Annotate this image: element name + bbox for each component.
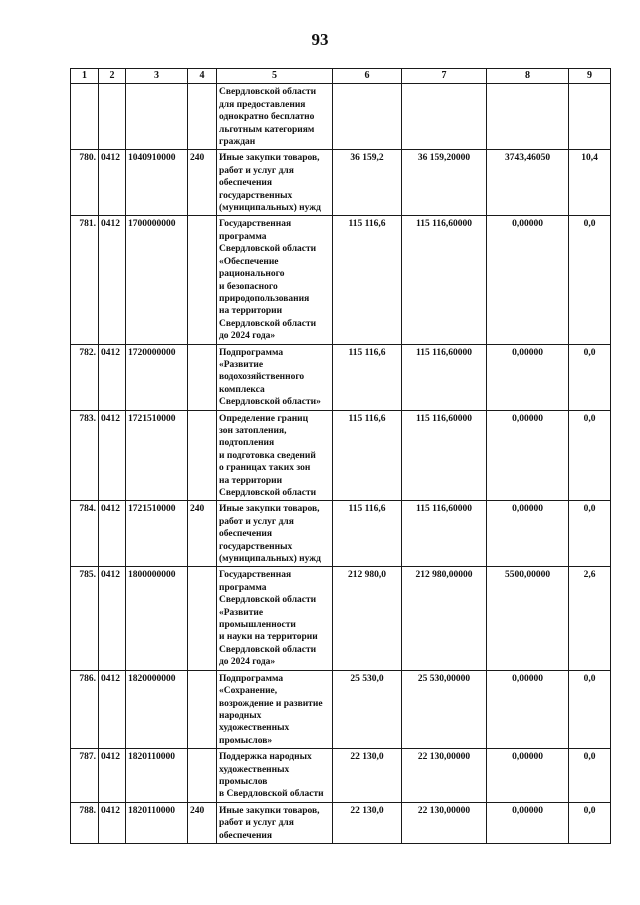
percent-value: 2,6 xyxy=(569,567,611,670)
planned-amount: 0,00000 xyxy=(487,410,569,501)
executed-amount xyxy=(402,84,487,150)
target-article-code: 1040910000 xyxy=(126,150,188,216)
expense-type-code xyxy=(188,84,217,150)
table-row xyxy=(71,410,611,501)
column-header-1: 1 xyxy=(71,69,99,84)
planned-amount: 0,00000 xyxy=(487,749,569,803)
executed-amount: 25 530,00000 xyxy=(402,670,487,748)
executed-amount: 22 130,00000 xyxy=(402,749,487,803)
planned-amount: 0,00000 xyxy=(487,670,569,748)
row-number: 782. xyxy=(71,344,99,410)
target-article-code: 1721510000 xyxy=(126,410,188,501)
target-article-code: 1800000000 xyxy=(126,567,188,670)
approved-amount: 115 116,6 xyxy=(333,501,402,567)
expense-type-code xyxy=(188,670,217,748)
table-row xyxy=(71,749,611,803)
section-code: 0412 xyxy=(99,410,126,501)
target-article-code: 1820110000 xyxy=(126,802,188,843)
table-body xyxy=(71,84,611,844)
target-article-code: 1721510000 xyxy=(126,501,188,567)
item-name: Государственная программа Свердловской области «Развитие промышленности и науки на территории Свердловской области до 2024 года» xyxy=(217,567,333,670)
row-number: 781. xyxy=(71,216,99,344)
approved-amount: 36 159,2 xyxy=(333,150,402,216)
executed-amount: 22 130,00000 xyxy=(402,802,487,843)
section-code xyxy=(99,84,126,150)
column-header-2: 2 xyxy=(99,69,126,84)
section-code: 0412 xyxy=(99,150,126,216)
planned-amount: 0,00000 xyxy=(487,501,569,567)
approved-amount: 115 116,6 xyxy=(333,410,402,501)
planned-amount: 3743,46050 xyxy=(487,150,569,216)
item-name: Свердловской области для предоставления однократно бесплатно льготным категориям граждан xyxy=(217,84,333,150)
row-number: 787. xyxy=(71,749,99,803)
percent-value: 10,4 xyxy=(569,150,611,216)
item-name: Поддержка народных художественных промыслов в Свердловской области xyxy=(217,749,333,803)
row-number: 780. xyxy=(71,150,99,216)
table-row xyxy=(71,216,611,344)
item-name: Подпрограмма «Развитие водохозяйственного комплекса Свердловской области» xyxy=(217,344,333,410)
percent-value: 0,0 xyxy=(569,802,611,843)
executed-amount: 212 980,00000 xyxy=(402,567,487,670)
approved-amount: 25 530,0 xyxy=(333,670,402,748)
item-name: Подпрограмма «Сохранение, возрождение и развитие народных художественных промыслов» xyxy=(217,670,333,748)
column-header-6: 6 xyxy=(333,69,402,84)
section-code: 0412 xyxy=(99,501,126,567)
percent-value xyxy=(569,84,611,150)
expense-type-code xyxy=(188,216,217,344)
item-name: Иные закупки товаров, работ и услуг для обеспечения государственных (муниципальных) нужд xyxy=(217,150,333,216)
percent-value: 0,0 xyxy=(569,749,611,803)
executed-amount: 115 116,60000 xyxy=(402,344,487,410)
approved-amount: 212 980,0 xyxy=(333,567,402,670)
expense-type-code: 240 xyxy=(188,501,217,567)
planned-amount xyxy=(487,84,569,150)
row-number: 785. xyxy=(71,567,99,670)
column-header-4: 4 xyxy=(188,69,217,84)
section-code: 0412 xyxy=(99,344,126,410)
section-code: 0412 xyxy=(99,567,126,670)
column-header-8: 8 xyxy=(487,69,569,84)
table-row xyxy=(71,567,611,670)
approved-amount: 22 130,0 xyxy=(333,749,402,803)
column-header-5: 5 xyxy=(217,69,333,84)
page-number: 93 xyxy=(311,30,329,49)
executed-amount: 115 116,60000 xyxy=(402,410,487,501)
planned-amount: 0,00000 xyxy=(487,216,569,344)
planned-amount: 5500,00000 xyxy=(487,567,569,670)
target-article-code: 1720000000 xyxy=(126,344,188,410)
column-header-7: 7 xyxy=(402,69,487,84)
executed-amount: 115 116,60000 xyxy=(402,216,487,344)
row-number: 784. xyxy=(71,501,99,567)
column-header-9: 9 xyxy=(569,69,611,84)
approved-amount: 115 116,6 xyxy=(333,344,402,410)
item-name: Государственная программа Свердловской области «Обеспечение рационального и безопасного природопользования на территории Свердловской области до 2024 года» xyxy=(217,216,333,344)
target-article-code: 1700000000 xyxy=(126,216,188,344)
executed-amount: 36 159,20000 xyxy=(402,150,487,216)
table-row xyxy=(71,150,611,216)
table-row xyxy=(71,670,611,748)
item-name: Иные закупки товаров, работ и услуг для обеспечения государственных (муниципальных) нужд xyxy=(217,501,333,567)
percent-value: 0,0 xyxy=(569,216,611,344)
table-row xyxy=(71,501,611,567)
expense-type-code: 240 xyxy=(188,802,217,843)
expense-type-code xyxy=(188,567,217,670)
executed-amount: 115 116,60000 xyxy=(402,501,487,567)
expense-type-code xyxy=(188,749,217,803)
percent-value: 0,0 xyxy=(569,670,611,748)
approved-amount: 115 116,6 xyxy=(333,216,402,344)
section-code: 0412 xyxy=(99,749,126,803)
section-code: 0412 xyxy=(99,216,126,344)
percent-value: 0,0 xyxy=(569,344,611,410)
table-row xyxy=(71,84,611,150)
planned-amount: 0,00000 xyxy=(487,344,569,410)
target-article-code: 1820000000 xyxy=(126,670,188,748)
percent-value: 0,0 xyxy=(569,410,611,501)
column-header-3: 3 xyxy=(126,69,188,84)
planned-amount: 0,00000 xyxy=(487,802,569,843)
percent-value: 0,0 xyxy=(569,501,611,567)
expense-type-code xyxy=(188,410,217,501)
header-row xyxy=(71,69,611,84)
row-number xyxy=(71,84,99,150)
expense-type-code: 240 xyxy=(188,150,217,216)
target-article-code: 1820110000 xyxy=(126,749,188,803)
table-row xyxy=(71,344,611,410)
target-article-code xyxy=(126,84,188,150)
table-row xyxy=(71,802,611,843)
row-number: 788. xyxy=(71,802,99,843)
row-number: 783. xyxy=(71,410,99,501)
section-code: 0412 xyxy=(99,802,126,843)
item-name: Иные закупки товаров, работ и услуг для обеспечения xyxy=(217,802,333,843)
item-name: Определение границ зон затопления, подтопления и подготовка сведений о границах таких зон на территории Свердловской области xyxy=(217,410,333,501)
approved-amount: 22 130,0 xyxy=(333,802,402,843)
row-number: 786. xyxy=(71,670,99,748)
approved-amount xyxy=(333,84,402,150)
budget-table xyxy=(70,68,611,844)
section-code: 0412 xyxy=(99,670,126,748)
expense-type-code xyxy=(188,344,217,410)
